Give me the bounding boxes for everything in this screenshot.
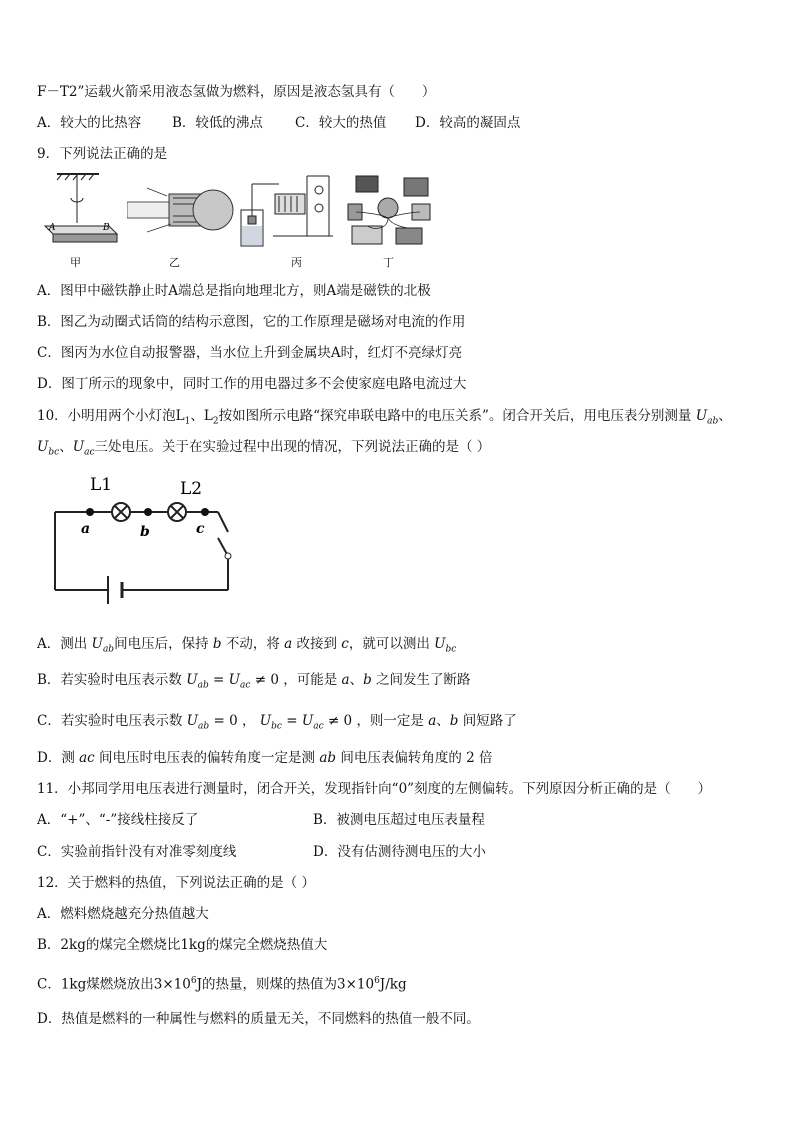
q11-option-a: A．“+”、“-”接线柱接反了 xyxy=(37,812,199,828)
q10-opt-a-text5: ，就可以测出 xyxy=(348,636,430,652)
q11-stem: 11．小邦同学用电压表进行测量时，闭合开关，发现指针向“0”刻度的左侧偏转。下列原因分析正确的是（ ） xyxy=(37,781,712,797)
magnet-end-a-label: A xyxy=(49,223,56,233)
series-circuit-diagram xyxy=(50,470,240,610)
q10-opt-b-text2: ，可能是 xyxy=(283,672,338,688)
figure-label-bing: 丙 xyxy=(291,256,302,269)
q10-sub-2: 2 xyxy=(212,416,219,427)
label-l2: L2 xyxy=(180,479,203,499)
q9-figures xyxy=(37,168,437,268)
q10-opt-c-text4: 间短路了 xyxy=(462,713,517,729)
q10-opt-d-text2: 间电压时电压表的偏转角度一定是测 xyxy=(99,750,316,766)
q8-option-d: D．较高的凝固点 xyxy=(415,115,521,131)
q12-option-b: B．2kg的煤完全燃烧比1kg的煤完全燃烧热值大 xyxy=(37,937,328,953)
q12-opt-c-text3: J/kg xyxy=(379,976,407,993)
q10-opt-a-text1: A．测出 xyxy=(37,636,88,652)
node-c-label: c xyxy=(196,521,205,537)
q10-opt-d-text1: D．测 xyxy=(37,750,75,766)
q8-option-b: B．较低的沸点 xyxy=(172,115,263,131)
node-a-label: a xyxy=(81,521,91,537)
q10-opt-b-text1: B．若实验时电压表示数 xyxy=(37,672,182,688)
figure-label-yi: 乙 xyxy=(169,256,180,269)
magnet-figure xyxy=(37,168,127,250)
q10-option-a: A．测出 $U_{ab}$间电压后，保持 b 不动，将 a 改接到 c，就可以测出 $U_{bc}$ xyxy=(37,636,457,655)
q12-stem: 12．关于燃料的热值，下列说法正确的是（ ） xyxy=(37,875,315,891)
q11-option-c: C．实验前指针没有对准零刻度线 xyxy=(37,844,237,860)
q10-stem-part3: 按如图所示电路“探究串联电路中的电压关系”。闭合开关后，用电压表分别测量 xyxy=(218,408,692,424)
q10-opt-b-text3: 之间发生了断路 xyxy=(376,672,471,688)
q10-opt-d-text5: 倍 xyxy=(479,750,493,766)
q9-stem: 9．下列说法正确的是 xyxy=(37,146,168,162)
q8-option-a: A．较大的比热容 xyxy=(37,115,142,131)
q10-stem-part1: 10．小明用两个小灯泡L xyxy=(37,408,185,424)
label-l1: L1 xyxy=(90,475,113,495)
q10-opt-a-text2: 间电压后，保持 xyxy=(114,636,209,652)
q10-option-b: B．若实验时电压表示数 $U_{ab} = U_{ac} \ne 0$ ，可能是 a、b 之间发生了断路 xyxy=(37,672,471,691)
q10-opt-d-text3: 间电压表偏转角度的 xyxy=(340,750,462,766)
q10-opt-a-text4: 改接到 xyxy=(296,636,337,652)
q12-opt-c-exp2: 6 xyxy=(374,976,380,986)
water-alarm-figure xyxy=(237,170,337,250)
q10-sub-1: 1 xyxy=(184,416,191,427)
q11-option-b: B．被测电压超过电压表量程 xyxy=(313,812,485,828)
q12-opt-c-text1: C．1kg煤燃烧放出3×10 xyxy=(37,976,191,993)
q10-opt-d-text4: 2 xyxy=(466,750,475,766)
figure-label-ding: 丁 xyxy=(383,256,394,269)
q10-opt-c-text2: ， xyxy=(241,713,256,729)
q12-option-d: D．热值是燃料的一种属性与燃料的质量无关，不同燃料的热值一般不同。 xyxy=(37,1011,480,1027)
q9-option-d: D．图丁所示的现象中，同时工作的用电器过多不会使家庭电路电流过大 xyxy=(37,376,467,392)
q12-option-a: A．燃料燃烧越充分热值越大 xyxy=(37,906,209,922)
q10-stem-line1: 10．小明用两个小灯泡$L_1$、$L_2$按如图所示电路“探究串联电路中的电压关系”。闭合开关后，用电压表分别测量 $U_{ab}$、 xyxy=(37,408,732,427)
q12-opt-c-text2: J的热量，则煤的热值为3×10 xyxy=(196,976,375,993)
q9-option-b: B．图乙为动圈式话筒的结构示意图，它的工作原理是磁场对电流的作用 xyxy=(37,314,466,330)
q8-option-c: C．较大的热值 xyxy=(295,115,387,131)
q10-opt-c-text3: ，则一定是 xyxy=(356,713,424,729)
node-b-label: b xyxy=(140,524,150,540)
q10-option-d: D．测 ac 间电压时电压表的偏转角度一定是测 ab 间电压表偏转角度的 2 倍 xyxy=(37,750,493,766)
q10-stem-part4: 三处电压。关于在实验过程中出现的情况，下列说法正确的是（ ） xyxy=(94,439,491,455)
q9-option-c: C．图丙为水位自动报警器，当水位上升到金属块A时，红灯不亮绿灯亮 xyxy=(37,345,463,361)
q12-opt-c-exp1: 6 xyxy=(190,976,197,986)
microphone-figure xyxy=(127,174,237,250)
q8-stem: F－T2”运载火箭采用液态氢做为燃料，原因是液态氢具有（ ） xyxy=(37,84,436,100)
q10-opt-c-text1: C．若实验时电压表示数 xyxy=(37,713,183,729)
q10-stem-line2: $U_{bc}$、$U_{ac}$三处电压。关于在实验过程中出现的情况，下列说法正确的是（ ） xyxy=(37,439,491,458)
figure-label-jia: 甲 xyxy=(70,256,81,269)
q9-option-a: A．图甲中磁铁静止时A端总是指向地理北方，则A端是磁铁的北极 xyxy=(37,283,431,299)
magnet-end-b-label: B xyxy=(103,223,110,233)
overload-figure xyxy=(342,170,438,250)
q12-option-c xyxy=(37,972,407,994)
q10-opt-a-text3: 不动，将 xyxy=(225,636,280,652)
q11-option-d: D．没有估测待测电压的大小 xyxy=(313,844,486,860)
q10-stem-part2: 、L xyxy=(190,408,213,424)
q10-option-c: C．若实验时电压表示数 $U_{ab} = 0$ ， $U_{bc} = U_{ac} \ne 0$ ，则一定是 a、b 间短路了 xyxy=(37,713,517,732)
